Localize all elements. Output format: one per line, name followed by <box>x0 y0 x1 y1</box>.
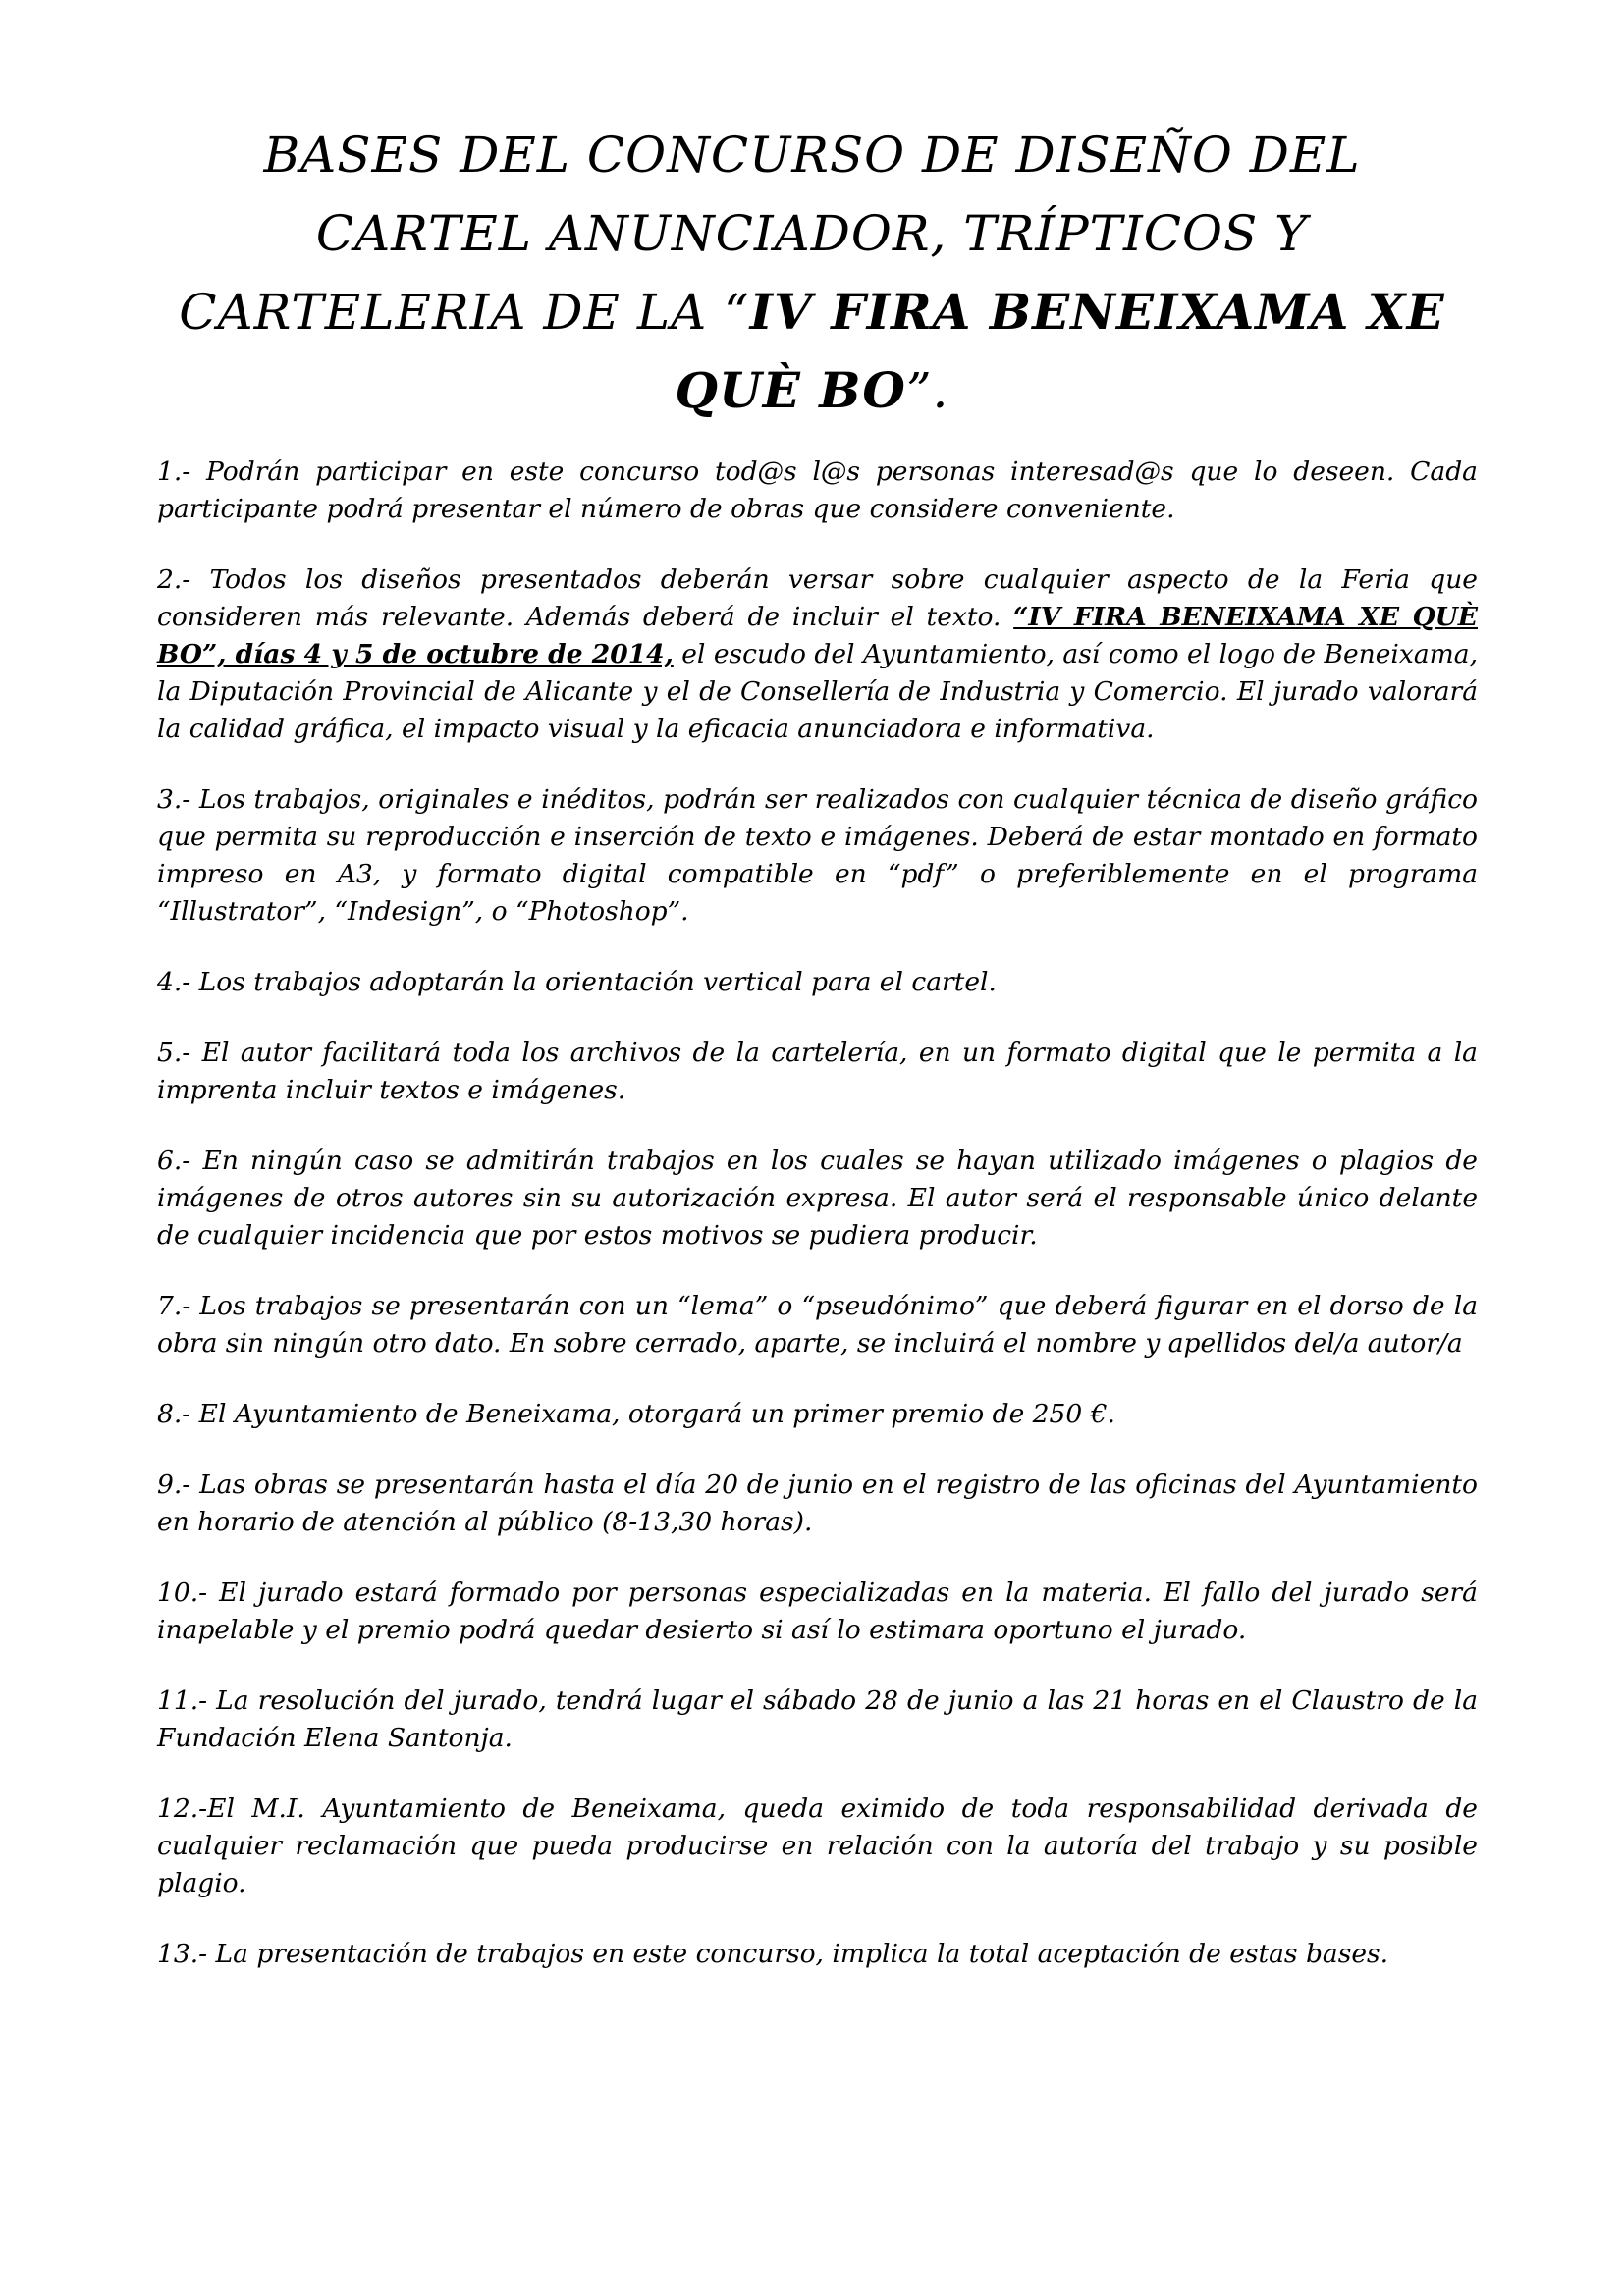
title-end: ”. <box>905 362 949 419</box>
clause-2-text-before: 2.- Todos los diseños presentados deberán versar sobre cualquier aspecto de la Feria que consideren más relevante. Además deberá de incluir el texto. <box>157 564 1478 632</box>
clause-3: 3.- Los trabajos, originales e inéditos, podrán ser realizados con cualquier técnica de diseño gráfico que permita su reproducción e inserción de texto e imágenes. Deberá de estar montado en formato impreso en A3, y formato digital compatible en “pdf” o preferiblemente en el programa “Illustrator”, “Indesign”, o “Photoshop”. <box>157 784 1478 927</box>
title-event-name: IV FIRA BENEIXAMA XE QUÈ BO <box>675 283 1445 419</box>
clause-6: 6.- En ningún caso se admitirán trabajos en los cuales se hayan utilizado imágenes o plagios de imágenes de otros autores sin su autorización expresa. El autor será el responsable único delante de cualquier incidencia que por estos motivos se pudiera producir. <box>157 1146 1478 1251</box>
clause-1: 1.- Podrán participar en este concurso tod@s l@s personas interesad@s que lo deseen. Cada participante podrá presentar el número de obras que considere conveniente. <box>157 456 1478 524</box>
clause-2-text-after: el escudo del Ayuntamiento, así como el logo de Beneixama, la Diputación Provincial de Alicante y el de Consellería de Industria y Comercio. El jurado valorará la calidad gráfica, el impacto visual y la eficacia anunciadora e informativa. <box>157 639 1478 744</box>
clause-10: 10.- El jurado estará formado por personas especializadas en la materia. El fallo del jurado será inapelable y el premio podrá quedar desierto si así lo estimara oportuno el jurado. <box>157 1577 1478 1645</box>
document-body <box>157 454 1478 2006</box>
clause-12: 12.-El M.I. Ayuntamiento de Beneixama, queda eximido de toda responsabilidad derivada de cualquier reclamación que pueda producirse en relación con la autoría del trabajo y su posible plagio. <box>157 1793 1478 1898</box>
clause-9: 9.- Las obras se presentarán hasta el día 20 de junio en el registro de las oficinas del Ayuntamiento en horario de atención al público (8-13,30 horas). <box>157 1469 1478 1537</box>
clause-13: 13.- La presentación de trabajos en este concurso, implica la total aceptación de estas bases. <box>157 1939 1389 1969</box>
clause-8: 8.- El Ayuntamiento de Beneixama, otorgará un primer premio de 250 €. <box>157 1399 1115 1429</box>
clause-2 <box>157 561 1478 748</box>
title-text: BASES DEL CONCURSO DE DISEÑO DEL CARTEL ANUNCIADOR, TRÍPTICOS Y CARTELERIA DE LA “ <box>179 127 1361 341</box>
clause-5: 5.- El autor facilitará toda los archivos de la cartelería, en un formato digital que le permita a la imprenta incluir textos e imágenes. <box>157 1038 1478 1105</box>
document-title <box>147 116 1477 430</box>
clause-4: 4.- Los trabajos adoptarán la orientación vertical para el cartel. <box>157 967 997 997</box>
clause-7: 7.- Los trabajos se presentarán con un “lema” o “pseudónimo” que deberá figurar en el dorso de la obra sin ningún otro dato. En sobre cerrado, aparte, se incluirá el nombre y apellidos del/a autor/a <box>157 1291 1478 1359</box>
clause-11: 11.- La resolución del jurado, tendrá lugar el sábado 28 de junio a las 21 horas en el Claustro de la Fundación Elena Santonja. <box>157 1685 1478 1753</box>
clause-2-highlight: “IV FIRA BENEIXAMA XE QUÈ BO”, días 4 y 5 de octubre de 2014, <box>157 602 1478 669</box>
